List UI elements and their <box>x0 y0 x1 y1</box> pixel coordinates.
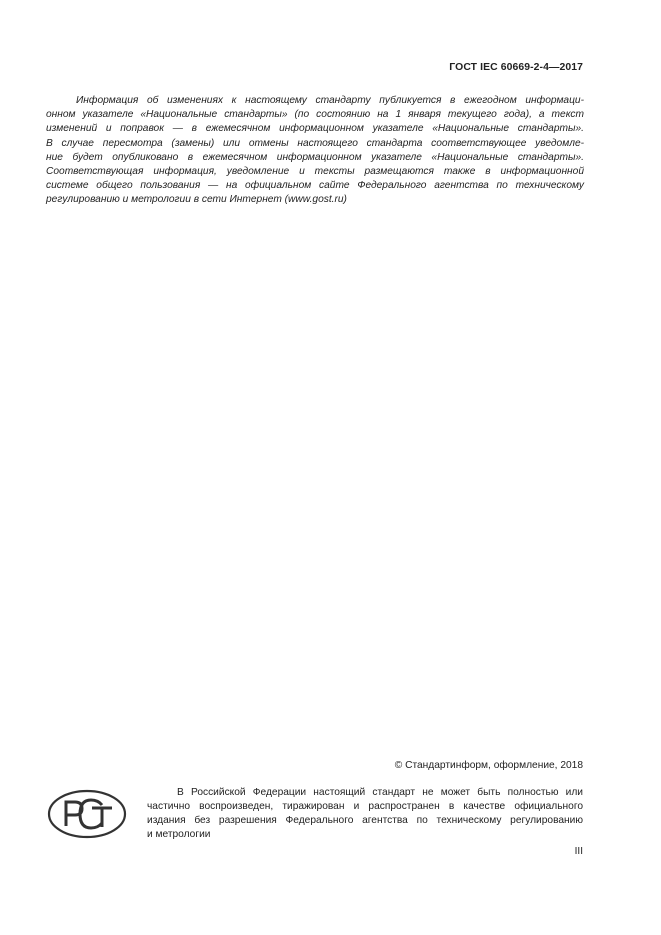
reproduction-rights-notice <box>147 786 583 842</box>
notice-line: Соответствующая информация, уведомление и тексты размещаются также в информационной <box>46 166 584 178</box>
notice-line: Информация об изменениях к настоящему стандарту публикуется в ежегодном информаци- <box>76 95 584 106</box>
amendments-notice <box>46 94 584 208</box>
notice-line: системе общего пользования — на официальном сайте Федерального агентства по техническому <box>46 180 584 192</box>
copyright-line: © Стандартинформ, оформление, 2018 <box>394 760 583 771</box>
notice-line: ние будет опубликовано в ежемесячном информационном указателе «Национальные стандарты». <box>46 151 584 163</box>
rights-line: В Российской Федерации настоящий стандарт не может быть полностью или <box>177 787 583 798</box>
notice-line: В случае пересмотра (замены) или отмены настоящего стандарта соответствующее уведомле- <box>46 137 584 149</box>
rst-logo-icon <box>46 788 128 840</box>
rights-line: издания без разрешения Федерального агентства по техническому регулированию <box>147 815 583 827</box>
notice-line: онном указателе «Национальные стандарты» (по состоянию на 1 января текущего года), а текст <box>46 109 584 121</box>
document-standard-id: ГОСТ IEC 60669-2-4—2017 <box>449 62 583 73</box>
rights-line: частично воспроизведен, тиражирован и распространен в качестве официального <box>147 801 583 813</box>
notice-line: регулированию и метрологии в сети Интернет (www.gost.ru) <box>46 194 347 206</box>
page-number: III <box>574 846 583 857</box>
rights-line: и метрологии <box>147 829 211 841</box>
notice-line: изменений и поправок — в ежемесячном информационном указателе «Национальные стандарты». <box>46 123 584 135</box>
